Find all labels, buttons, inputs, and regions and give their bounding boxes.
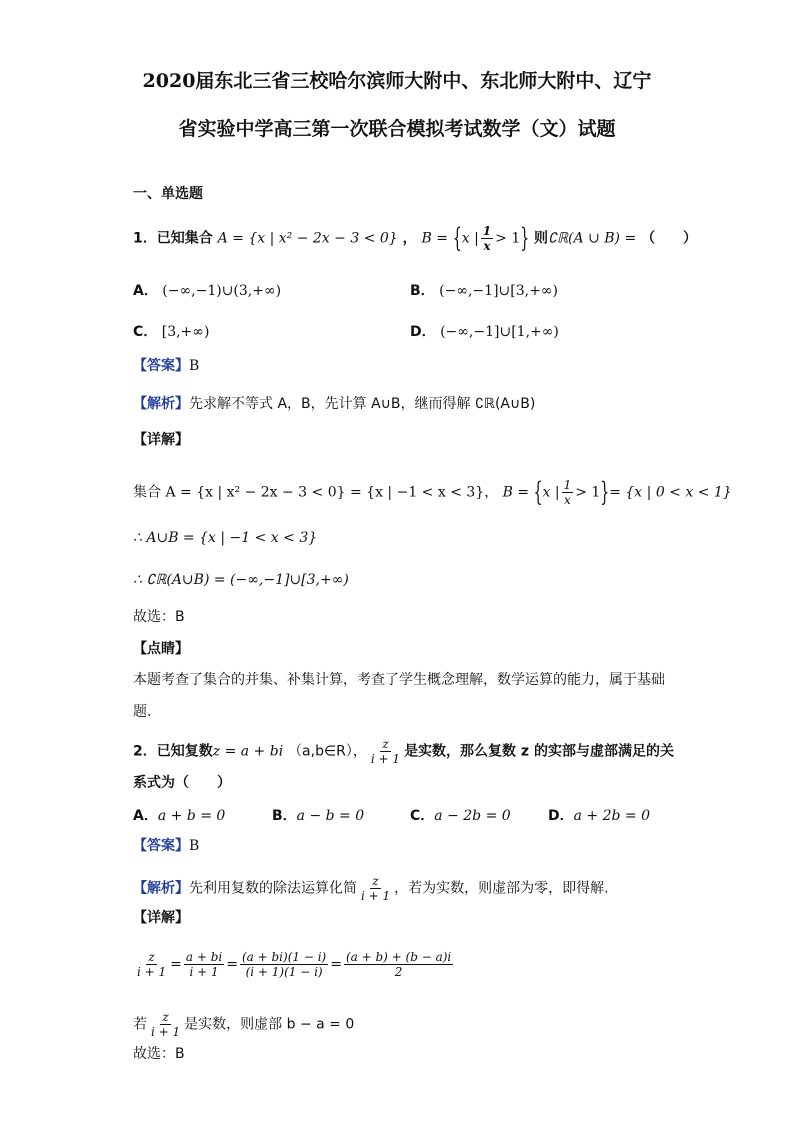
q1-fraction [481,224,493,253]
q1-set-b-rest: > 1 [495,230,521,247]
q2-analysis: 【解析】先利用复数的除法运算化简 $\frac{z}{i + 1}$ ，若为实数，则虚部为零，即得解. [133,874,609,903]
q1-prefix: 1．已知集合 [133,230,213,247]
q2-detail-conclusion: 若 $\frac{z}{i + 1}$ 是实数，则虚部 b − a = 0 [133,1010,355,1039]
q1-option-b: B． (−∞,−1]∪[3,+∞) [410,283,558,299]
q1-detail-line-1: 集合 A = {x | x² − 2x − 3 < 0} = {x | −1 < x < 3}， B = {x | $\frac{1}{x}$ > 1}= {x | 0 < x < 1} [133,477,732,508]
q2-fraction: $\frac{z}{i + 1}$ [370,737,401,766]
q1-choose: 故选：B [133,609,185,625]
q1-fraction-num: 1 [482,224,492,238]
q2-option-c: C．a − 2b = 0 [410,808,511,824]
section-heading: 一、单选题 [133,186,203,202]
q2-choose: 故选：B [133,1046,185,1062]
page-title-line-1: 2020届东北三省三校哈尔滨师大附中、东北师大附中、辽宁 [142,70,652,92]
page-title-line-2: 省实验中学高三第一次联合模拟考试数学（文）试题 [178,118,616,140]
q1-option-a: A． (−∞,−1)∪(3,+∞) [133,283,282,299]
q1-complement: ∁ℝ(A ∪ B) = [548,230,637,247]
q1-fraction-den: x [483,239,491,253]
q2-detail-equation: $\frac{z}{i + 1}$ = $\frac{a + bi}{i + 1}$ = $\frac{(a + bi)(1 - i)}{(i + 1)(1 - i)}$ = $\frac{(a + b) + (b - a)i}{2}$ [137,950,452,979]
q1-set-a: A = {x | x² − 2x − 3 < 0} [217,230,398,247]
q1-detail-line-3: ∴ ∁ℝ(A∪B) = (−∞,−1]∪[3,+∞) [133,572,349,588]
q2-option-d: D．a + 2b = 0 [548,808,651,824]
q1-detail-heading: 【详解】 [133,432,189,448]
q2-detail-heading: 【详解】 [133,910,189,926]
q2-option-b: B．a − b = 0 [272,808,365,824]
q1-set-b-label: B = [421,230,448,247]
q1-comment-line-1: 本题考查了集合的并集、补集计算，考查了学生概念理解，数学运算的能力，属于基础 [133,672,665,688]
q1-comment-heading: 【点睛】 [133,641,189,657]
q1-comment-line-2: 题. [133,704,152,720]
q1-option-c: C． [3,+∞) [133,324,210,340]
q2-stem-line-1: 2．已知复数z = a + bi （a,b∈R）， $\frac{z}{i + 1}$ 是实数，那么复数 z 的实部与虚部满足的关 [133,737,674,766]
q2-answer: 【答案】B [133,838,200,854]
q1-analysis: 【解析】先求解不等式 A，B，先计算 A∪B，继而得解 ∁ℝ(A∪B) [133,396,536,412]
q1-option-d: D． (−∞,−1]∪[1,+∞) [410,324,559,340]
q1-set-b-var: x | [461,230,479,247]
q2-z-def: z = a + bi [212,743,284,760]
q2-option-a: A．a + b = 0 [133,808,226,824]
q1-brace-open: { [452,223,462,254]
q1-detail-line-2: ∴ A∪B = {x | −1 < x < 3} [133,530,318,546]
q2-stem-line-2: 系式为（ ） [133,775,231,791]
q1-paren: （ ） [641,230,698,247]
q1-answer: 【答案】B [133,358,200,374]
q1-comma: ， [402,230,417,247]
q1-then: 则 [534,230,549,247]
q1-brace-close: } [520,223,530,254]
q1-stem [133,224,697,253]
